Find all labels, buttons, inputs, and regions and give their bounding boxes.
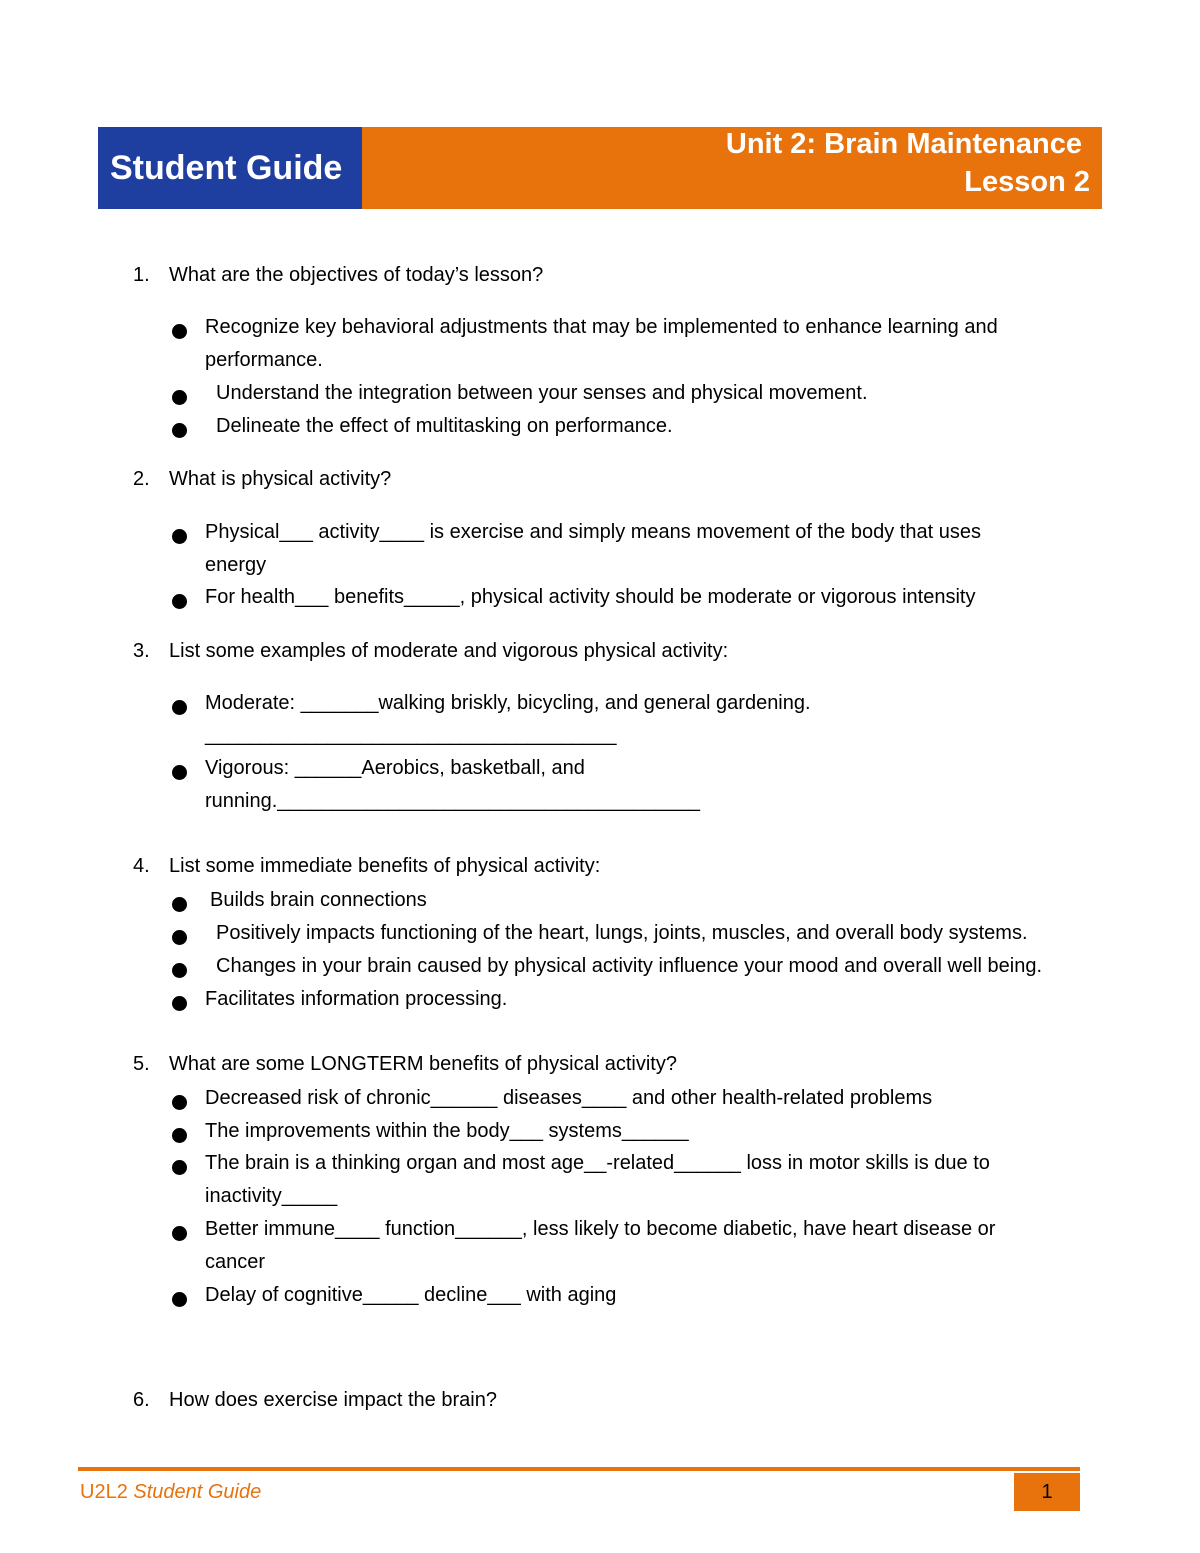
list-item-continuation: energy xyxy=(205,554,267,576)
unit-lesson-block xyxy=(362,127,1102,209)
bullet-icon xyxy=(172,390,187,405)
question-text: List some immediate benefits of physical activity: xyxy=(169,855,601,877)
bullet-icon xyxy=(172,529,187,544)
bullet-icon xyxy=(172,1226,187,1241)
question-6: 6. How does exercise impact the brain? xyxy=(133,1389,497,1411)
question-5: 5. What are some LONGTERM benefits of physical activity? xyxy=(133,1053,677,1075)
question-text: How does exercise impact the brain? xyxy=(169,1389,497,1411)
bullet-icon xyxy=(172,1292,187,1307)
bullet-icon xyxy=(172,930,187,945)
bullet-icon xyxy=(172,897,187,912)
question-text: What are some LONGTERM benefits of physical activity? xyxy=(169,1053,677,1075)
bullet-icon xyxy=(172,423,187,438)
bullet-icon xyxy=(172,1095,187,1110)
list-item-continuation: running.______________________________________ xyxy=(205,790,700,812)
question-text: What is physical activity? xyxy=(169,468,392,490)
question-text: What are the objectives of today’s lesson? xyxy=(169,264,544,286)
answer-blank-line: _____________________________________ xyxy=(205,724,617,746)
header-banner xyxy=(98,127,1102,209)
question-1: 1. What are the objectives of today’s lesson? xyxy=(133,264,544,286)
bullet-icon xyxy=(172,700,187,715)
question-4: 4. List some immediate benefits of physical activity: xyxy=(133,855,601,877)
bullet-icon xyxy=(172,765,187,780)
page-number: 1 xyxy=(1014,1473,1080,1511)
question-text: List some examples of moderate and vigorous physical activity: xyxy=(169,640,729,662)
list-item-continuation: performance. xyxy=(205,349,323,371)
bullet-icon xyxy=(172,324,187,339)
list-item-continuation: cancer xyxy=(205,1251,266,1273)
bullet-icon xyxy=(172,963,187,978)
unit-title: Unit 2: Brain Maintenance xyxy=(725,128,1082,160)
bullet-icon xyxy=(172,1128,187,1143)
footer-label: U2L2 Student Guide xyxy=(80,1481,262,1503)
question-2: 2. What is physical activity? xyxy=(133,468,392,490)
student-guide-title: Student Guide xyxy=(98,127,362,209)
lesson-title: Lesson 2 xyxy=(964,166,1090,198)
list-item-continuation: inactivity_____ xyxy=(205,1185,338,1207)
question-3: 3. List some examples of moderate and vigorous physical activity: xyxy=(133,640,729,662)
bullet-icon xyxy=(172,594,187,609)
footer-divider xyxy=(78,1467,1080,1471)
bullet-icon xyxy=(172,996,187,1011)
bullet-icon xyxy=(172,1160,187,1175)
